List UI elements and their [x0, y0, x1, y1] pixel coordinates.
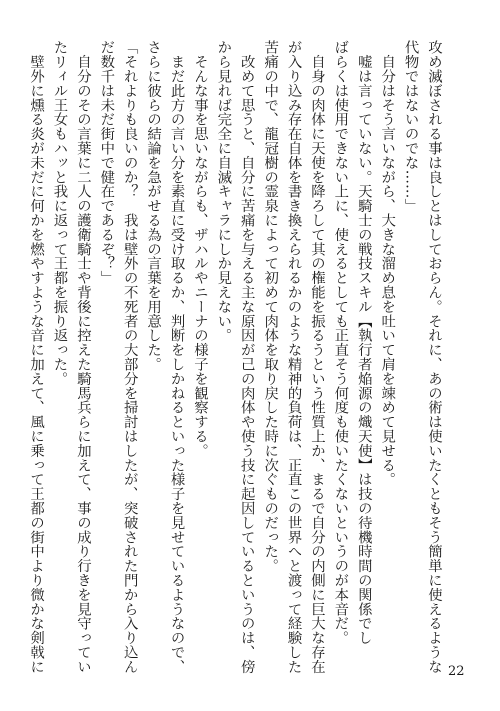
text-line: だ数千は未だ街中で健在であるぞ？」 — [98, 40, 115, 285]
text-line: 自身の肉体に天使を降ろして其の権能を振るうという性質上か、まるで自分の内側に巨大な存在 — [308, 40, 325, 674]
text-line: 改めて思うと、自分に苦痛を与える主な原因が己の肉体や使う技に起因しているというのは、傍 — [238, 40, 255, 674]
page-number: 22 — [448, 664, 465, 679]
text-line: 「それよりも良いのか？ 我は壁外の不死者の大部分を掃討はしたが、突破された門から入り込ん — [121, 40, 138, 674]
text-line: そんな事を思いながらも、ザハルやニーナの様子を観察する。 — [191, 40, 208, 458]
vertical-text-body — [28, 40, 445, 674]
text-line: が入り込み存在自体を書き換えられるかのような精神的負荷は、正直この世界へと渡って経験した — [285, 40, 302, 674]
text-line: ばらくは使用できない上に、使えるとしても正直そう何度も使いたくないというのが本音だ。 — [332, 40, 349, 645]
text-line: 壁外に燻る炎が未だに何かを燃やすような音に加えて、風に乗って王都の街中より微かな剣戟に — [28, 40, 45, 674]
text-line: たリィル王女もハッと我に返って王都を振り返った。 — [51, 40, 68, 386]
text-line: まだ此方の言い分を素直に受け取るか、判断をしかねるといった様子を見せているようなので、 — [168, 40, 185, 674]
text-line: 嘘は言っていない。天騎士の戦技スキル【執行者焔源の熾天使】は技の待機時間の関係でし — [355, 40, 372, 645]
text-line: 代物ではないのでな……」 — [402, 40, 419, 213]
text-line: から見れば完全に自滅キャラにしか見えない。 — [215, 40, 232, 343]
text-line: 自分のその言葉に二人の護衛騎士や背後に控えた騎馬兵らに加えて、事の成り行きを見守ってい — [74, 40, 91, 674]
text-line: 自分はそう言いながら、大きな溜め息を吐いて肩を竦めて見せる。 — [379, 40, 396, 487]
text-line: 攻め滅ぼされる事は良しとはしておらん。それに、あの術は使いたくともそう簡単に使えるような — [426, 40, 442, 674]
text-line: 苦痛の中で、龍冠樹の霊泉によって初めて肉体を取り戻した時に次ぐものだった。 — [262, 40, 279, 573]
text-line: さらに彼らの結論を急がせる為の言葉を用意した。 — [145, 40, 162, 372]
